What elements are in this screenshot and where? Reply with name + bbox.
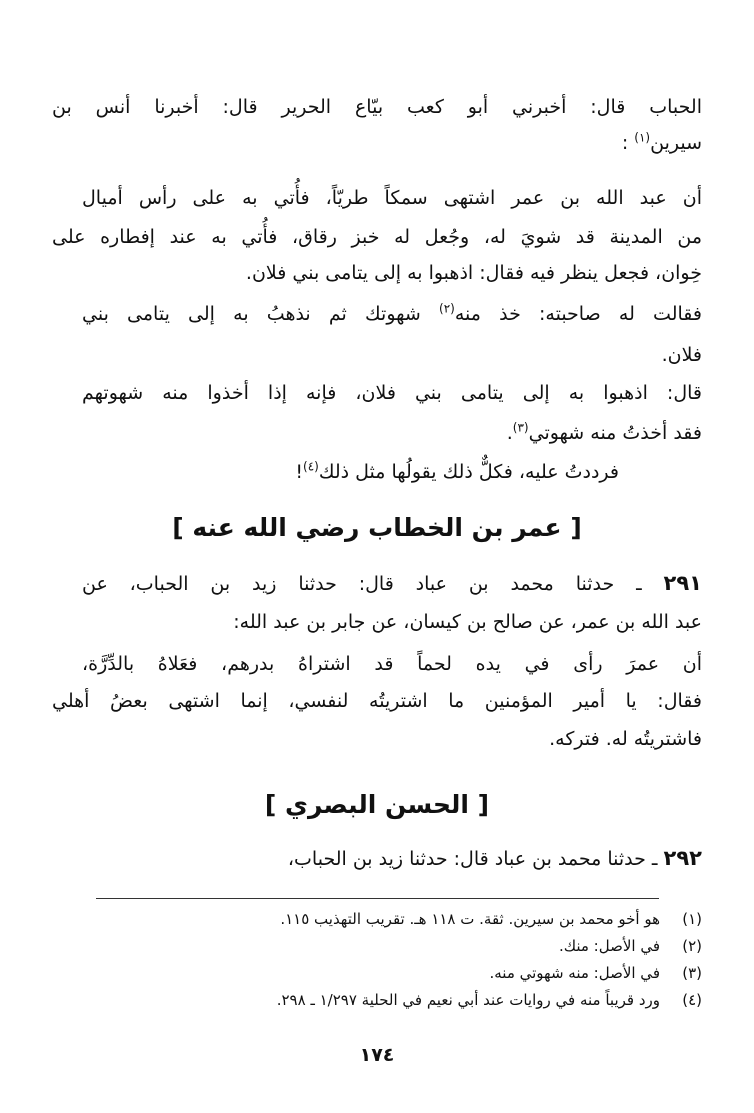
text-line-5: خِوان، فجعل ينظر فيه فقال: اذهبوا به إلى يتامى بني فلان. — [245, 262, 702, 284]
text-line-9: فقد أخذتُ منه شهوتي$^{(٣)}$. — [506, 420, 702, 444]
text-line-10: فرددتُ عليه، فكلٌّ ذلك يقولُها مثل ذلك$^{(٤)}$! — [295, 459, 619, 483]
footnote-marker: (٢) — [682, 937, 702, 955]
text-line-11: ٢٩١ ـ حدثنا محمد بن عباد قال: حدثنا زيد بن الحباب، عن — [82, 571, 702, 595]
text-line-3: أن عبد الله بن عمر اشتهى سمكاً طريّاً، فأُتي به على رأس أميال — [82, 187, 702, 209]
footnote-marker: (٤) — [682, 991, 702, 1009]
page-number: ١٧٤ — [359, 1044, 395, 1066]
footnote-ref-2[interactable]: (٢) — [439, 301, 455, 316]
text-line-1: الحباب قال: أخبرني أبو كعب بيّاع الحرير قال: أخبرنا أنس بن — [52, 96, 702, 118]
text-line-7: فلان. — [661, 344, 702, 366]
hadith-number-292: ٢٩٢ — [663, 846, 702, 870]
text-line-13: أن عمرَ رأى في يده لحماً قد اشتراهُ بدرهم، فعَلاهُ بالدِّرَّة، — [82, 653, 702, 675]
footnote-marker: (١) — [682, 910, 702, 928]
text-line-15: فاشتريتُه له. فتركه. — [549, 728, 702, 750]
footnote-3: (٣)في الأصل: منه شهوتي منه. — [52, 960, 702, 986]
text-line-8: قال: اذهبوا به إلى يتامى بني فلان، فإنه إذا أخذوا منه شهوتهم — [82, 382, 702, 404]
footnote-1: (١)هو أخو محمد بن سيرين. ثقة. ت ١١٨ هـ. تقريب التهذيب ١١٥. — [52, 906, 702, 932]
hadith-number-291: ٢٩١ — [663, 571, 702, 595]
footnote-ref-3[interactable]: (٣) — [512, 420, 529, 435]
text-line-16: ٢٩٢ ـ حدثنا محمد بن عباد قال: حدثنا زيد بن الحباب، — [287, 846, 702, 870]
footnote-ref-4[interactable]: (٤) — [303, 459, 319, 474]
footnote-marker: (٣) — [682, 964, 702, 982]
footnote-ref-1[interactable]: (١) — [634, 130, 651, 145]
text-line-12: عبد الله بن عمر، عن صالح بن كيسان، عن جابر بن عبد الله: — [233, 611, 702, 633]
text-line-14: فقال: يا أمير المؤمنين ما اشتريتُه لنفسي، إنما اشتهى بعضُ أهلي — [52, 690, 702, 712]
section-heading-hasan: [ الحسن البصري ] — [264, 790, 490, 819]
section-heading-umar: [ عمر بن الخطاب رضي الله عنه ] — [172, 513, 582, 542]
footnote-4: (٤)ورد قريباً منه في روايات عند أبي نعيم في الحلية ١/٢٩٧ ـ ٢٩٨. — [52, 987, 702, 1013]
footnote-separator — [96, 898, 659, 899]
text-line-6: فقالت له صاحبته: خذ منه$^{(٢)}$ شهوتك ثم نذهبُ به إلى يتامى بني — [82, 301, 702, 325]
text-line-2: سيرين$^{(١)}$ : — [621, 130, 702, 154]
footnote-2: (٢)في الأصل: منك. — [52, 933, 702, 959]
text-line-4: من المدينة قد شويَ له، وجُعل له خبز رقاق، فأُتي به عند إفطاره على — [52, 226, 702, 248]
